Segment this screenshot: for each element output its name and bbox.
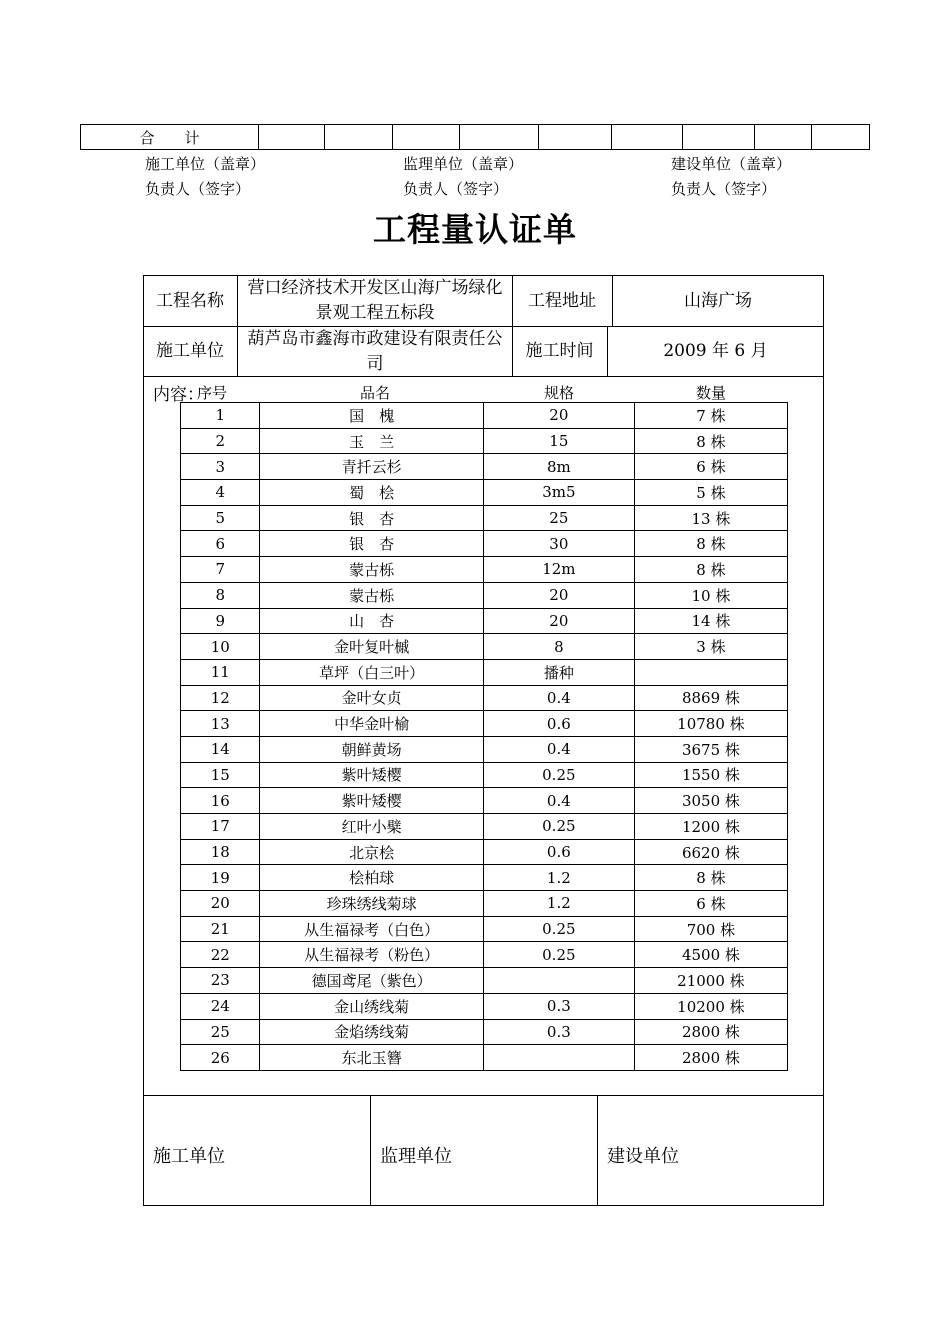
divider	[597, 1095, 598, 1206]
item-qty: 2800 株	[634, 1045, 787, 1071]
item-spec: 0.25	[483, 942, 634, 968]
item-spec: 0.4	[483, 736, 634, 762]
item-name: 蜀 桧	[260, 480, 483, 506]
item-no: 23	[181, 968, 260, 994]
summary-cell	[539, 125, 612, 150]
item-qty: 5 株	[634, 480, 787, 506]
item-qty: 6620 株	[634, 839, 787, 865]
column-header-no: 序号	[197, 384, 228, 402]
item-spec: 20	[483, 403, 634, 429]
item-name: 紫叶矮樱	[260, 762, 483, 788]
column-header-name: 品名	[360, 384, 391, 402]
item-spec: 0.25	[483, 762, 634, 788]
item-spec: 0.6	[483, 711, 634, 737]
divider	[237, 275, 238, 376]
table-row	[181, 916, 788, 942]
item-spec: 0.3	[483, 1019, 634, 1045]
item-name: 玉 兰	[260, 428, 483, 454]
bottom-owner-unit-label: 建设单位	[607, 1146, 679, 1167]
document-title: 工程量认证单	[373, 210, 577, 249]
item-qty: 3675 株	[634, 736, 787, 762]
item-no: 19	[181, 865, 260, 891]
table-row	[181, 531, 788, 557]
table-row	[181, 762, 788, 788]
project-name-label: 工程名称	[156, 290, 224, 311]
construction-unit-seal-label: 施工单位（盖章）	[145, 155, 266, 173]
item-spec: 12m	[483, 557, 634, 583]
item-no: 16	[181, 788, 260, 814]
owner-unit-seal-label: 建设单位（盖章）	[671, 155, 792, 173]
item-spec: 25	[483, 505, 634, 531]
table-row	[181, 788, 788, 814]
item-qty: 2800 株	[634, 1019, 787, 1045]
bottom-construction-unit-label: 施工单位	[153, 1146, 225, 1167]
item-name: 德国鸢尾（紫色）	[260, 968, 483, 994]
item-no: 17	[181, 814, 260, 840]
period-value: 2009 年 6 月	[663, 341, 768, 361]
table-row	[181, 993, 788, 1019]
item-name: 桧柏球	[260, 865, 483, 891]
table-row	[181, 891, 788, 917]
summary-cell	[459, 125, 538, 150]
item-qty: 10780 株	[634, 711, 787, 737]
table-row	[181, 736, 788, 762]
supervision-unit-seal-label: 监理单位（盖章）	[403, 155, 524, 173]
item-qty: 700 株	[634, 916, 787, 942]
item-spec: 0.4	[483, 685, 634, 711]
summary-table	[80, 124, 870, 150]
item-qty: 3 株	[634, 634, 787, 660]
item-qty: 10 株	[634, 582, 787, 608]
item-spec: 1.2	[483, 891, 634, 917]
table-row	[181, 1045, 788, 1071]
item-name: 珍珠绣线菊球	[260, 891, 483, 917]
item-name: 金焰绣线菊	[260, 1019, 483, 1045]
item-qty: 1550 株	[634, 762, 787, 788]
contractor-label: 施工单位	[156, 341, 224, 361]
summary-cell	[324, 125, 393, 150]
item-name: 金叶女贞	[260, 685, 483, 711]
item-qty	[634, 659, 787, 685]
item-no: 25	[181, 1019, 260, 1045]
bottom-supervision-unit-label: 监理单位	[380, 1146, 452, 1167]
item-no: 26	[181, 1045, 260, 1071]
item-qty: 8 株	[634, 531, 787, 557]
item-name: 草坪（白三叶）	[260, 659, 483, 685]
table-row	[181, 814, 788, 840]
table-row	[181, 634, 788, 660]
item-no: 20	[181, 891, 260, 917]
item-no: 6	[181, 531, 260, 557]
item-name: 国 槐	[260, 403, 483, 429]
table-row	[181, 582, 788, 608]
item-name: 北京桧	[260, 839, 483, 865]
item-no: 11	[181, 659, 260, 685]
item-spec: 8m	[483, 454, 634, 480]
item-spec	[483, 1045, 634, 1071]
item-name: 从生福禄考（粉色）	[260, 942, 483, 968]
summary-row	[81, 125, 870, 150]
item-name: 蒙古栎	[260, 582, 483, 608]
item-no: 21	[181, 916, 260, 942]
item-spec: 播种	[483, 659, 634, 685]
item-no: 10	[181, 634, 260, 660]
item-spec: 0.3	[483, 993, 634, 1019]
item-spec: 1.2	[483, 865, 634, 891]
item-qty: 8869 株	[634, 685, 787, 711]
item-qty: 14 株	[634, 608, 787, 634]
item-qty: 6 株	[634, 454, 787, 480]
item-qty: 4500 株	[634, 942, 787, 968]
item-qty: 8 株	[634, 428, 787, 454]
item-qty: 1200 株	[634, 814, 787, 840]
item-name: 金山绣线菊	[260, 993, 483, 1019]
supervision-person-sign-label: 负责人（签字）	[403, 180, 509, 198]
table-row	[181, 428, 788, 454]
item-spec: 8	[483, 634, 634, 660]
column-header-spec: 规格	[544, 384, 575, 402]
item-spec: 15	[483, 428, 634, 454]
table-row	[181, 403, 788, 429]
item-name: 金叶复叶槭	[260, 634, 483, 660]
item-name: 东北玉簪	[260, 1045, 483, 1071]
item-no: 3	[181, 454, 260, 480]
divider	[370, 1095, 371, 1206]
item-no: 1	[181, 403, 260, 429]
item-name: 蒙古栎	[260, 557, 483, 583]
item-name: 中华金叶榆	[260, 711, 483, 737]
item-qty: 6 株	[634, 891, 787, 917]
table-row	[181, 1019, 788, 1045]
item-no: 7	[181, 557, 260, 583]
item-spec: 0.25	[483, 916, 634, 942]
item-no: 15	[181, 762, 260, 788]
table-row	[181, 968, 788, 994]
project-address-value: 山海广场	[684, 290, 752, 311]
item-qty: 3050 株	[634, 788, 787, 814]
item-name: 银 杏	[260, 505, 483, 531]
item-no: 5	[181, 505, 260, 531]
item-spec: 3m5	[483, 480, 634, 506]
item-spec: 0.6	[483, 839, 634, 865]
item-no: 24	[181, 993, 260, 1019]
item-no: 9	[181, 608, 260, 634]
summary-cell	[611, 125, 683, 150]
table-row	[181, 839, 788, 865]
construction-person-sign-label: 负责人（签字）	[145, 180, 251, 198]
table-row	[181, 659, 788, 685]
item-no: 13	[181, 711, 260, 737]
item-no: 22	[181, 942, 260, 968]
item-spec: 30	[483, 531, 634, 557]
table-row	[181, 942, 788, 968]
item-spec: 0.4	[483, 788, 634, 814]
item-no: 12	[181, 685, 260, 711]
project-name-value: 营口经济技术开发区山海广场绿化景观工程五标段	[247, 278, 503, 323]
item-spec: 0.25	[483, 814, 634, 840]
total-label: 合 计	[81, 125, 259, 150]
table-row	[181, 711, 788, 737]
summary-cell	[812, 125, 870, 150]
item-qty: 21000 株	[634, 968, 787, 994]
divider	[143, 1095, 824, 1096]
summary-cell	[393, 125, 460, 150]
table-row	[181, 685, 788, 711]
item-no: 2	[181, 428, 260, 454]
item-name: 红叶小檗	[260, 814, 483, 840]
item-qty: 13 株	[634, 505, 787, 531]
contractor-value: 葫芦岛市鑫海市政建设有限责任公司	[247, 328, 503, 374]
item-spec	[483, 968, 634, 994]
owner-person-sign-label: 负责人（签字）	[671, 180, 777, 198]
item-name: 朝鲜黄场	[260, 736, 483, 762]
table-row	[181, 505, 788, 531]
item-spec: 20	[483, 582, 634, 608]
column-header-qty: 数量	[696, 384, 727, 402]
summary-cell	[754, 125, 812, 150]
period-label: 施工时间	[525, 341, 594, 361]
items-table	[180, 402, 788, 1071]
item-spec: 20	[483, 608, 634, 634]
summary-cell	[259, 125, 325, 150]
item-no: 8	[181, 582, 260, 608]
item-name: 从生福禄考（白色）	[260, 916, 483, 942]
table-row	[181, 557, 788, 583]
item-qty: 7 株	[634, 403, 787, 429]
item-qty: 8 株	[634, 865, 787, 891]
table-row	[181, 608, 788, 634]
summary-cell	[683, 125, 755, 150]
project-address-label: 工程地址	[528, 290, 596, 311]
item-no: 18	[181, 839, 260, 865]
item-no: 4	[181, 480, 260, 506]
content-label: 内容：	[153, 385, 204, 405]
table-row	[181, 454, 788, 480]
table-row	[181, 480, 788, 506]
item-name: 山 杏	[260, 608, 483, 634]
item-name: 青扦云杉	[260, 454, 483, 480]
item-qty: 8 株	[634, 557, 787, 583]
table-row	[181, 865, 788, 891]
item-qty: 10200 株	[634, 993, 787, 1019]
item-no: 14	[181, 736, 260, 762]
item-name: 紫叶矮樱	[260, 788, 483, 814]
item-name: 银 杏	[260, 531, 483, 557]
